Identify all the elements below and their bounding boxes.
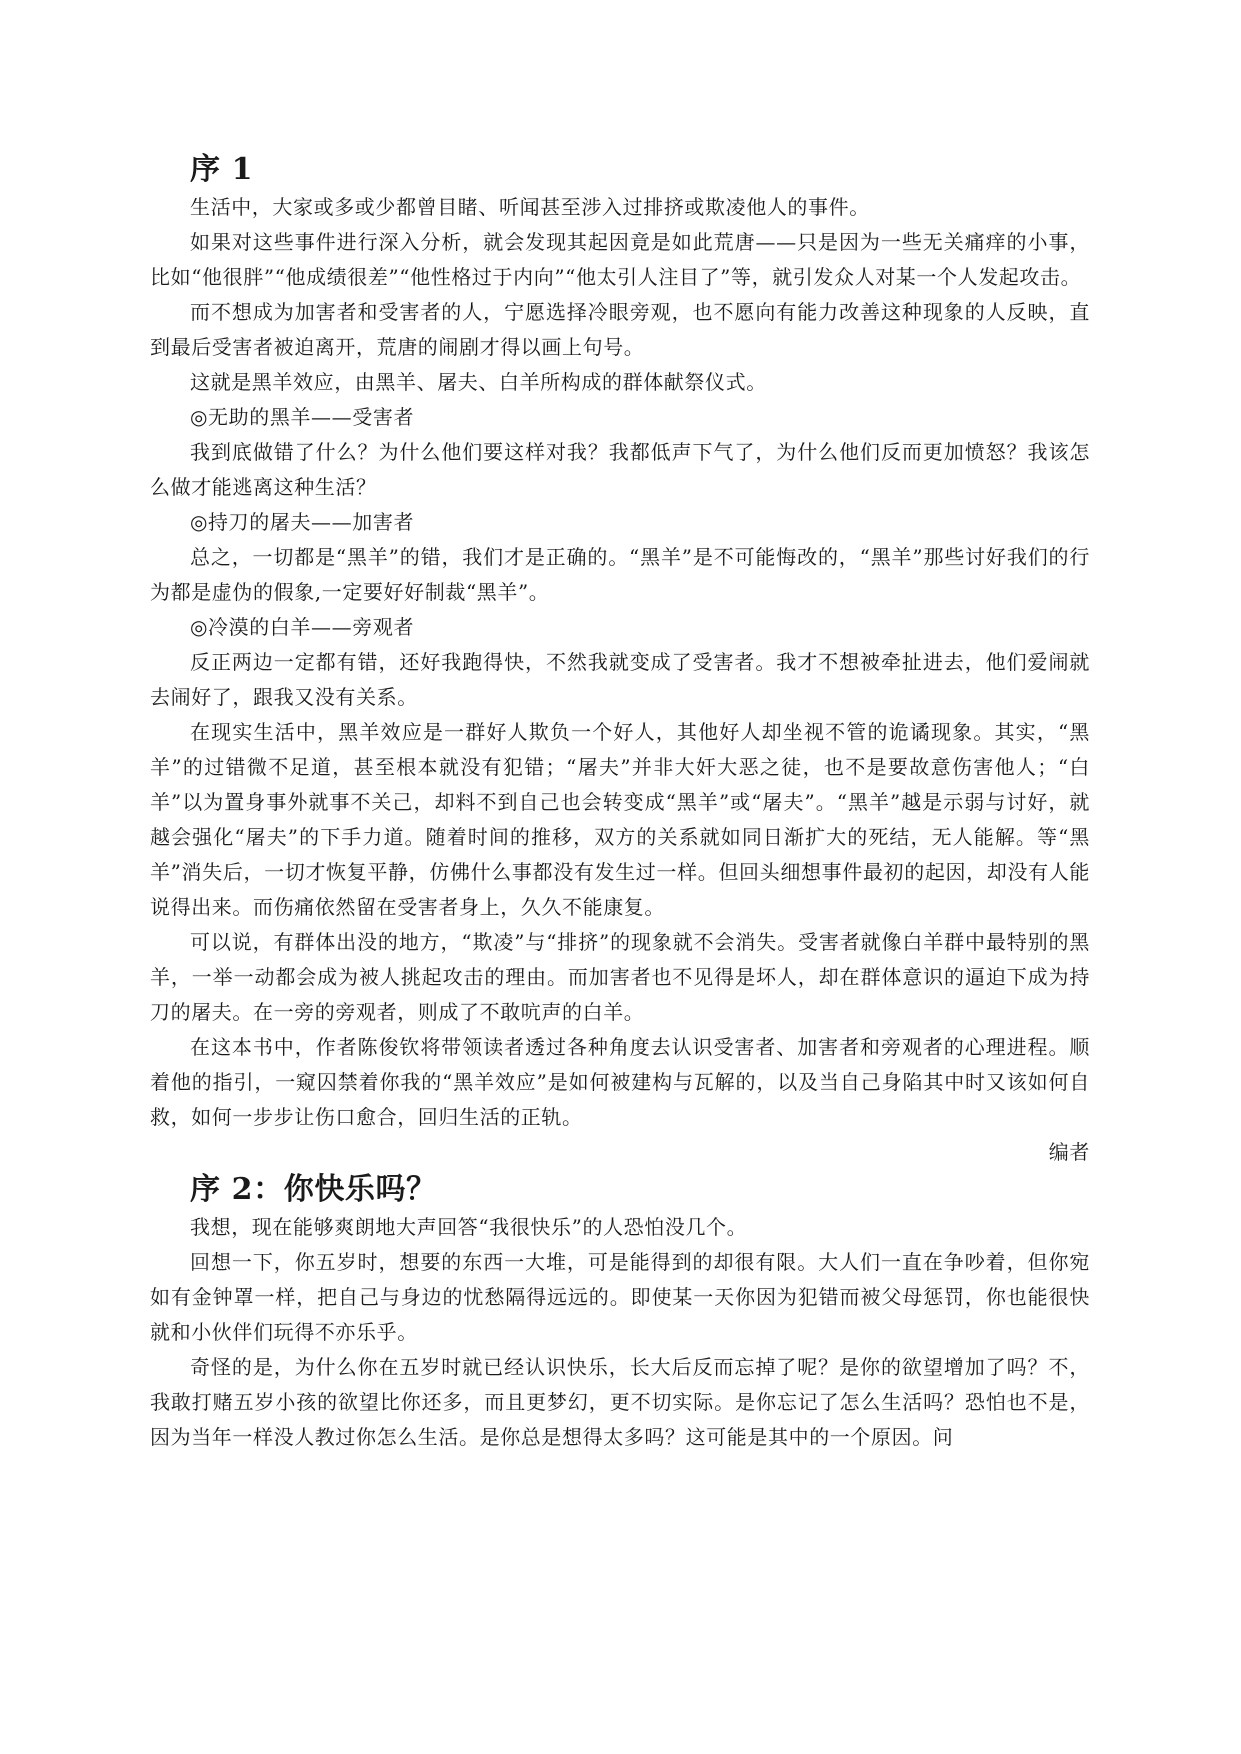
document-page — [150, 150, 1090, 1455]
subheading-butcher: ◎持刀的屠夫——加害者 — [190, 510, 415, 534]
preface-1-paragraph-4: 这就是黑羊效应，由黑羊、屠夫、白羊所构成的群体献祭仪式。 — [190, 370, 767, 394]
preface-1-paragraph-8: 在现实生活中，黑羊效应是一群好人欺负一个好人，其他好人却坐视不管的诡谲现象。其实，“黑羊”的过错微不足道，甚至根本就没有犯错；“屠夫”并非大奸大恶之徒，也不是要故意伤害他人；“白羊”以为置身事外就事不关己，却料不到自己也会转变成“黑羊”或“屠夫”。“黑羊”越是示弱与讨好，就越会强化“屠夫”的下手力道。随着时间的推移，双方的关系就如同日渐扩大的死结，无人能解。等“黑羊”消失后，一切才恢复平静，仿佛什么事都没有发生过一样。但回头细想事件最初的起因，却没有人能说得出来。而伤痛依然留在受害者身上，久久不能康复。 — [150, 720, 1090, 919]
preface-2-title: 序 2：你快乐吗？ — [190, 1172, 437, 1207]
preface-2-paragraph-3: 奇怪的是，为什么你在五岁时就已经认识快乐，长大后反而忘掉了呢？是你的欲望增加了吗？不，我敢打赌五岁小孩的欲望比你还多，而且更梦幻，更不切实际。是你忘记了怎么生活吗？恐怕也不是，因为当年一样没人教过你怎么生活。是你总是想得太多吗？这可能是其中的一个原因。问 — [150, 1355, 1090, 1449]
preface-1-paragraph-3: 而不想成为加害者和受害者的人，宁愿选择冷眼旁观，也不愿向有能力改善这种现象的人反映，直到最后受害者被迫离开，荒唐的闹剧才得以画上句号。 — [150, 300, 1090, 359]
preface-1-paragraph-10: 在这本书中，作者陈俊钦将带领读者透过各种角度去认识受害者、加害者和旁观者的心理进程。顺着他的指引，一窥囚禁着你我的“黑羊效应”是如何被建构与瓦解的，以及当自己身陷其中时又该如何自救，如何一步步让伤口愈合，回归生活的正轨。 — [150, 1035, 1090, 1129]
subheading-white-sheep: ◎冷漠的白羊——旁观者 — [190, 615, 415, 639]
editor-signoff: 编者 — [1048, 1140, 1090, 1164]
preface-1-paragraph-6: 总之，一切都是“黑羊”的错，我们才是正确的。“黑羊”是不可能悔改的，“黑羊”那些讨好我们的行为都是虚伪的假象,一定要好好制裁“黑羊”。 — [150, 545, 1090, 604]
preface-1-paragraph-1: 生活中，大家或多或少都曾目睹、听闻甚至涉入过排挤或欺凌他人的事件。 — [190, 195, 870, 219]
preface-1-paragraph-7: 反正两边一定都有错，还好我跑得快，不然我就变成了受害者。我才不想被牵扯进去，他们爱闹就去闹好了，跟我又没有关系。 — [150, 650, 1090, 709]
preface-1-paragraph-5: 我到底做错了什么？为什么他们要这样对我？我都低声下气了，为什么他们反而更加愤怒？我该怎么做才能逃离这种生活？ — [150, 440, 1090, 499]
preface-1-paragraph-2: 如果对这些事件进行深入分析，就会发现其起因竟是如此荒唐——只是因为一些无关痛痒的小事，比如“他很胖”“他成绩很差”“他性格过于内向”“他太引人注目了”等，就引发众人对某一个人发起攻击。 — [150, 230, 1090, 289]
preface-2-paragraph-1: 我想，现在能够爽朗地大声回答“我很快乐”的人恐怕没几个。 — [190, 1215, 748, 1239]
preface-1-paragraph-9: 可以说，有群体出没的地方，“欺凌”与“排挤”的现象就不会消失。受害者就像白羊群中最特别的黑羊，一举一动都会成为被人挑起攻击的理由。而加害者也不见得是坏人，却在群体意识的逼迫下成为持刀的屠夫。在一旁的旁观者，则成了不敢吭声的白羊。 — [150, 930, 1090, 1024]
subheading-black-sheep: ◎无助的黑羊——受害者 — [190, 405, 415, 429]
preface-2-paragraph-2: 回想一下，你五岁时，想要的东西一大堆，可是能得到的却很有限。大人们一直在争吵着，但你宛如有金钟罩一样，把自己与身边的忧愁隔得远远的。即使某一天你因为犯错而被父母惩罚，你也能很快就和小伙伴们玩得不亦乐乎。 — [150, 1250, 1090, 1344]
preface-1-title: 序 1 — [190, 152, 254, 187]
